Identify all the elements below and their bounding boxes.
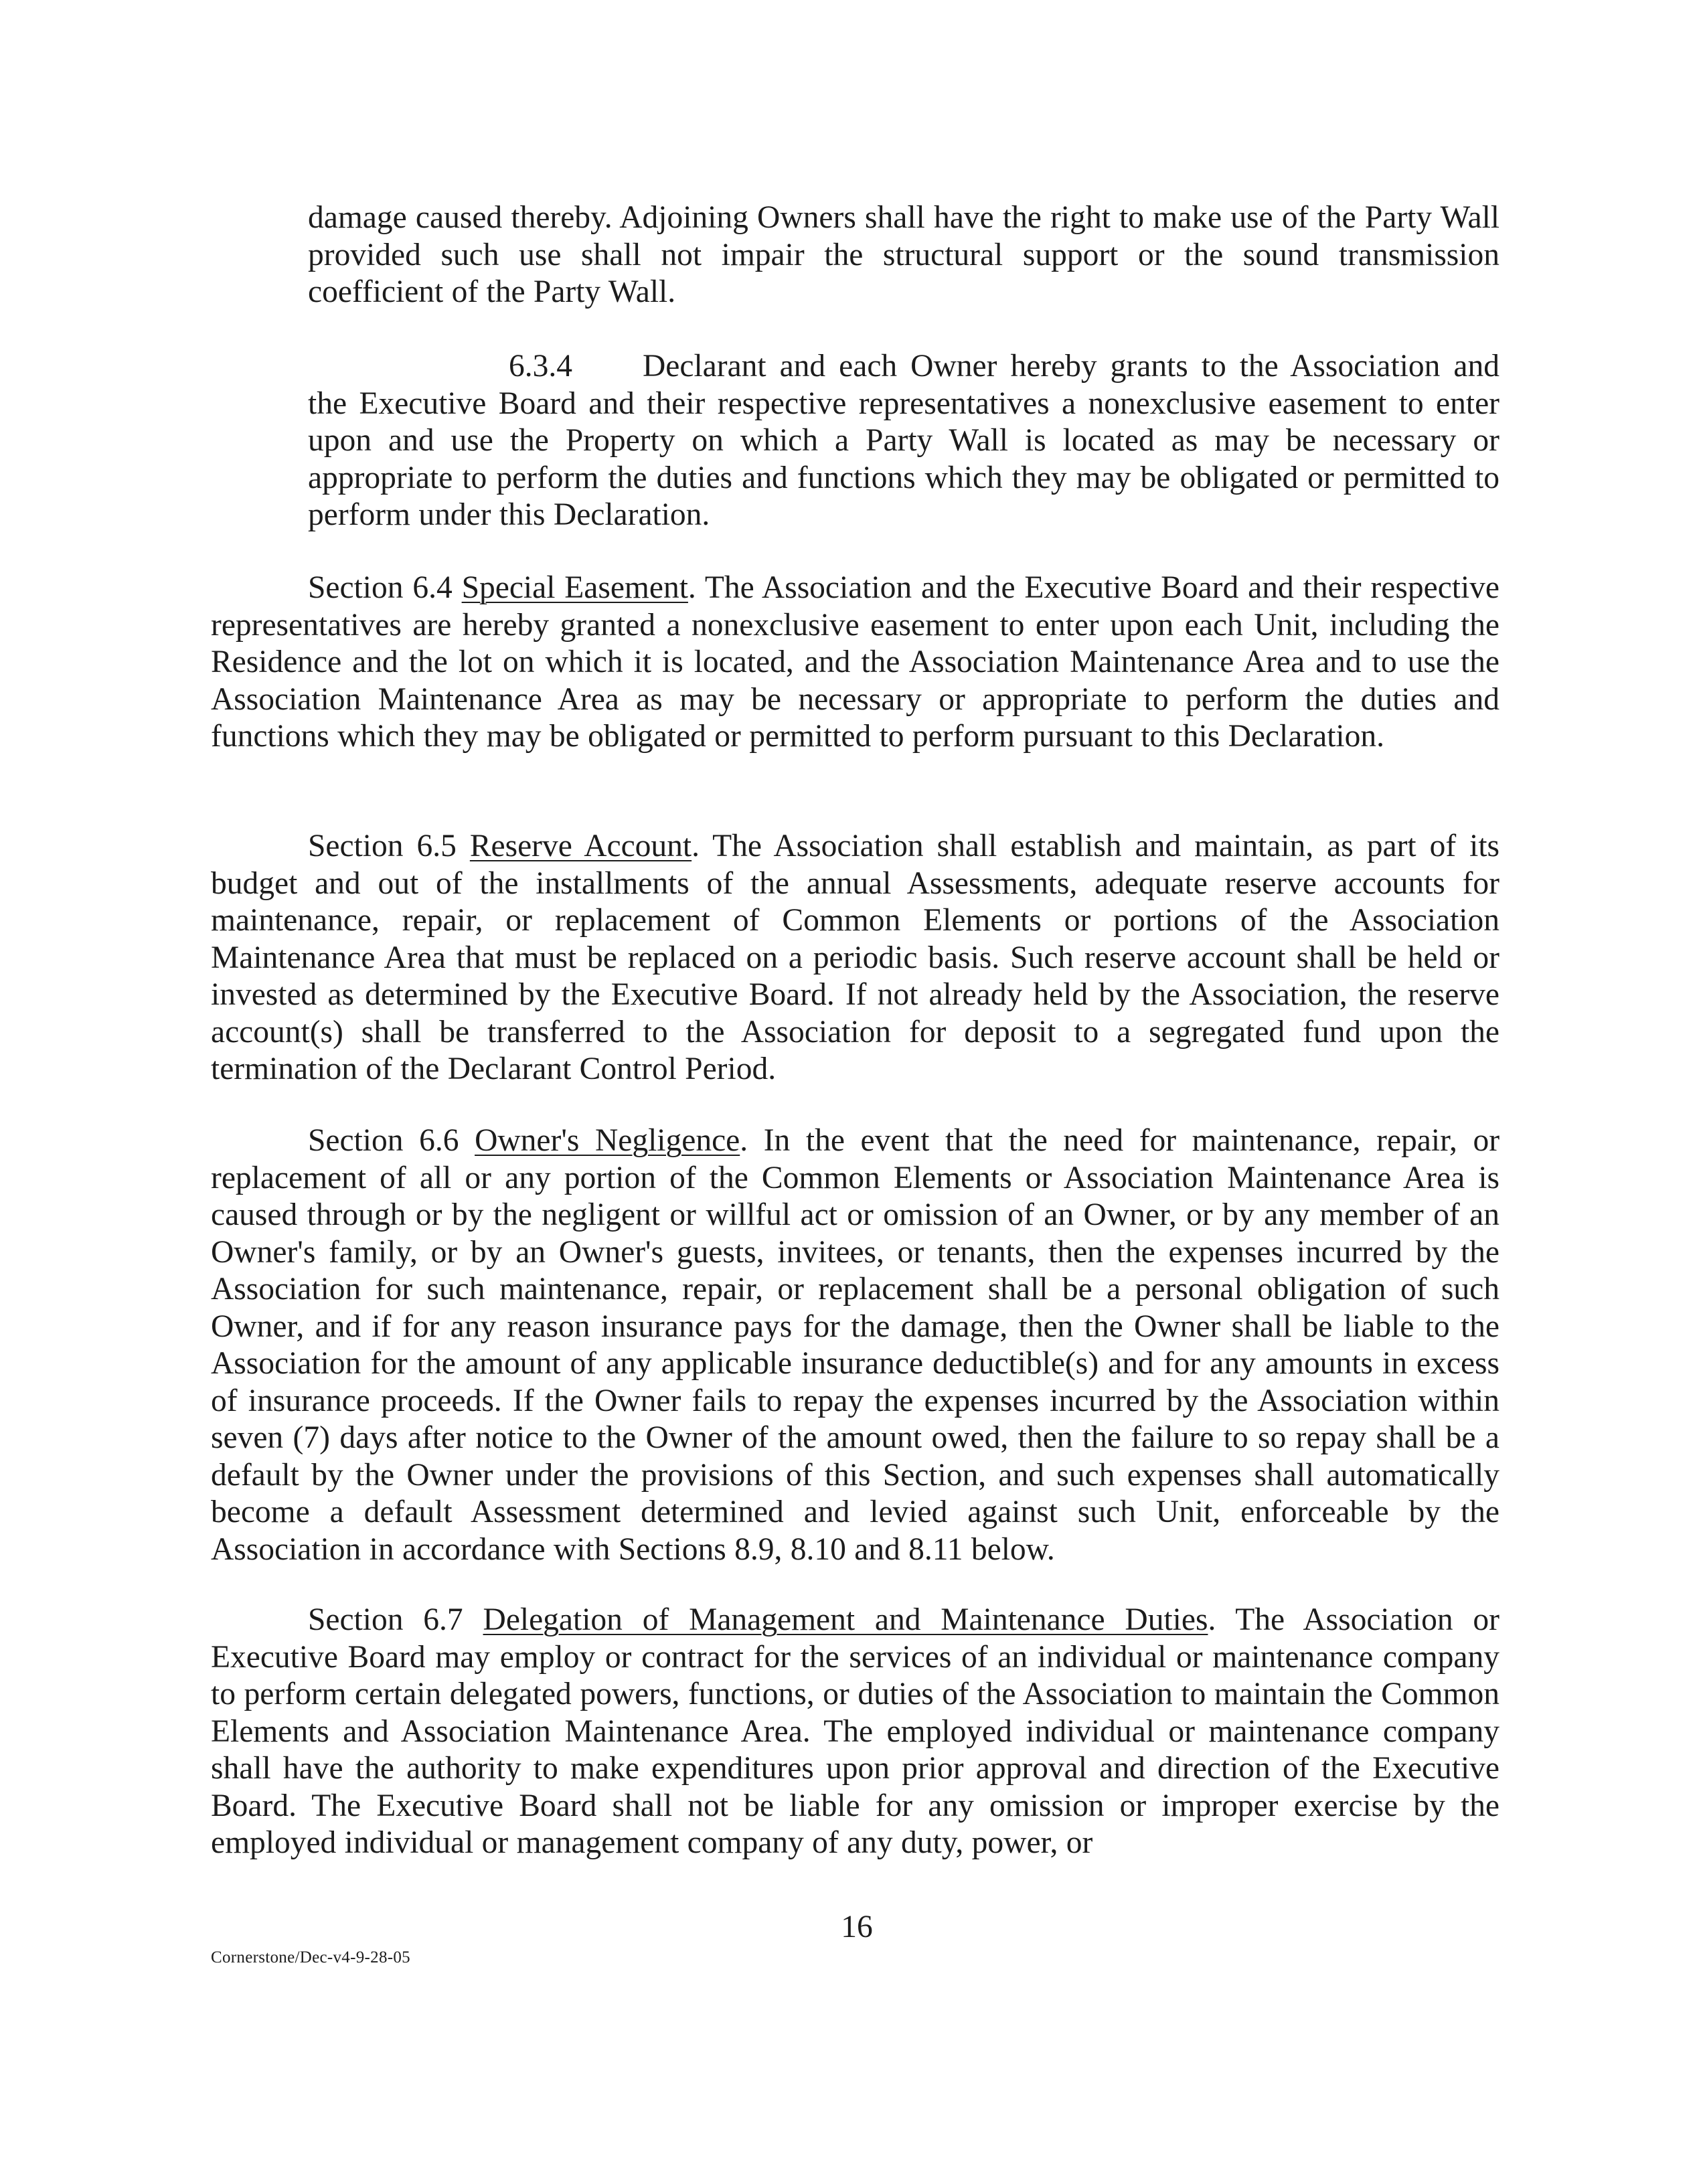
paragraph-continuation [308, 199, 1499, 311]
section-6-4: Section 6.4 Special Easement. The Association and the Executive Board and their respective representatives are hereby granted a nonexclusive easement to enter upon each Unit, including the Residence and the lot on which it is located, and the Association Maintenance Area and to use the Association Maintenance Area as may be necessary or appropriate to perform the duties and functions which they may be obligated or permitted to perform pursuant to this Declaration. [211, 570, 1500, 754]
section-label: Section 6.5 [308, 829, 457, 863]
subsection-number: 6.3.4 [509, 349, 572, 384]
footer-document-id: Cornerstone/Dec-v4-9-28-05 [211, 1948, 410, 1966]
section-text: The Association or Executive Board may employ or contract for the services of an individual or maintenance company to perform certain delegated powers, functions, or duties of the Association to maintain the Common Elements and Association Maintenance Area. The employed individual or maintenance company shall have the authority to make expenditures upon prior approval and direction of the Executive Board. The Executive Board shall not be liable for any omission or improper exercise by the employed individual or management company of any duty, power, or [211, 1602, 1499, 1860]
page-number: 16 [841, 1910, 873, 1944]
section-label: Section 6.6 [308, 1123, 459, 1158]
section-label: Section 6.4 [308, 570, 453, 605]
section-heading: Reserve Account [469, 829, 692, 863]
section-label: Section 6.7 [308, 1602, 463, 1637]
section-6-7: Section 6.7 Delegation of Management and Maintenance Duties. The Association or Executive Board may employ or contract for the services of an individual or maintenance company to perform certain delegated powers, functions, or duties of the Association to maintain the Common Elements and Association Maintenance Area. The employed individual or maintenance company shall have the authority to make expenditures upon prior approval and direction of the Executive Board. The Executive Board shall not be liable for any omission or improper exercise by the employed individual or management company of any duty, power, or [211, 1602, 1499, 1860]
section-heading: Delegation of Management and Maintenance Duties [483, 1602, 1208, 1637]
section-heading: Owner's Negligence [475, 1123, 740, 1158]
paragraph-6-3-4-text: Declarant and each Owner hereby grants to the Association and the Executive Board and their respective representatives a nonexclusive easement to enter upon and use the Property on which a Party Wall is located as may be necessary or appropriate to perform the duties and functions which they may be obligated or permitted to perform under this Declaration. [308, 349, 1499, 532]
section-text: The Association shall establish and maintain, as part of its budget and out of the installments of the annual Assessments, adequate reserve accounts for maintenance, repair, or replacement of Common Elements or portions of the Association Maintenance Area that must be replaced on a periodic basis. Such reserve account shall be held or invested as determined by the Executive Board. If not already held by the Association, the reserve account(s) shall be transferred to the Association for deposit to a segregated fund upon the termination of the Declarant Control Period. [211, 829, 1500, 1086]
paragraph-continuation-text: damage caused thereby. Adjoining Owners shall have the right to make use of the Party Wall provided such use shall not impair the structural support or the sound transmission coefficient of the Party Wall. [308, 200, 1499, 309]
paragraph-6-3-4 [308, 348, 1499, 534]
section-text: The Association and the Executive Board and their respective representatives are hereby granted a nonexclusive easement to enter upon each Unit, including the Residence and the lot on which it is located, and the Association Maintenance Area and to use the Association Maintenance Area as may be necessary or appropriate to perform the duties and functions which they may be obligated or permitted to perform pursuant to this Declaration. [211, 570, 1500, 754]
section-heading: Special Easement [461, 570, 688, 605]
section-text: In the event that the need for maintenance, repair, or replacement of all or any portion of the Common Elements or Association Maintenance Area is caused through or by the negligent or willful act or omission of an Owner, or by any member of an Owner's family, or by an Owner's guests, invitees, or tenants, then the expenses incurred by the Association for such maintenance, repair, or replacement shall be a personal obligation of such Owner, and if for any reason insurance pays for the damage, then the Owner shall be liable to the Association for the amount of any applicable insurance deductible(s) and for any amounts in excess of insurance proceeds. If the Owner fails to repay the expenses incurred by the Association within seven (7) days after notice to the Owner of the amount owed, then the failure to so repay shall be a default by the Owner under the provisions of this Section, and such expenses shall automatically become a default Assessment determined and levied against such Unit, enforceable by the Association in accordance with Sections 8.9, 8.10 and 8.11 below. [211, 1123, 1500, 1567]
section-6-6: Section 6.6 Owner's Negligence. In the event that the need for maintenance, repair, or replacement of all or any portion of the Common Elements or Association Maintenance Area is caused through or by the negligent or willful act or omission of an Owner, or by any member of an Owner's family, or by an Owner's guests, invitees, or tenants, then the expenses incurred by the Association for such maintenance, repair, or replacement shall be a personal obligation of such Owner, and if for any reason insurance pays for the damage, then the Owner shall be liable to the Association for the amount of any applicable insurance deductible(s) and for any amounts in excess of insurance proceeds. If the Owner fails to repay the expenses incurred by the Association within seven (7) days after notice to the Owner of the amount owed, then the failure to so repay shall be a default by the Owner under the provisions of this Section, and such expenses shall automatically become a default Assessment determined and levied against such Unit, enforceable by the Association in accordance with Sections 8.9, 8.10 and 8.11 below. [211, 1123, 1500, 1567]
section-6-5: Section 6.5 Reserve Account. The Association shall establish and maintain, as part of its budget and out of the installments of the annual Assessments, adequate reserve accounts for maintenance, repair, or replacement of Common Elements or portions of the Association Maintenance Area that must be replaced on a periodic basis. Such reserve account shall be held or invested as determined by the Executive Board. If not already held by the Association, the reserve account(s) shall be transferred to the Association for deposit to a segregated fund upon the termination of the Declarant Control Period. [211, 829, 1500, 1086]
